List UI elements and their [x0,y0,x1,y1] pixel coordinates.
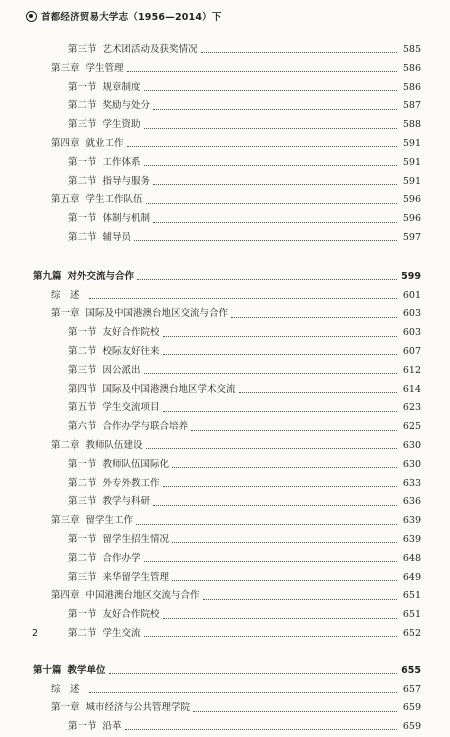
entry-level-label: 第六节 [68,421,97,433]
entry-title: 工作体系 [102,156,141,168]
entry-page-number: 586 [402,81,421,93]
dot-leader [146,202,397,204]
entry-level-label: 第三节 [68,496,97,508]
entry-title: 友好合作院校 [102,609,160,621]
entry-title: 教学单位 [67,664,106,676]
toc-group-part9 [0,268,450,644]
dot-leader [172,466,397,468]
entry-level-label: 第五节 [68,402,97,414]
dot-leader [201,51,397,53]
toc-entry-part [0,662,450,681]
entry-level-label: 第一节 [68,458,97,470]
toc-entry-chapter [0,305,450,324]
toc-entry-section [0,718,450,737]
entry-title: 教师队伍建设 [85,439,143,451]
dot-leader [239,391,397,393]
entry-page-number: 612 [402,364,421,376]
toc-entry-chapter [0,191,450,210]
entry-page-number: 596 [402,194,421,206]
entry-level-label: 第二节 [68,477,97,489]
entry-page-number: 607 [402,345,421,357]
dot-leader [153,221,397,223]
entry-level-label: 第二节 [68,627,97,639]
toc-entry-section [0,116,450,135]
entry-page-number: 591 [402,156,421,168]
entry-page-number: 591 [402,175,421,187]
entry-level-label: 第二节 [68,345,97,357]
toc-entry-overview [0,681,450,700]
dot-leader [193,710,397,712]
entry-title: 辅导员 [102,231,132,243]
toc-entry-section [0,381,450,400]
entry-level-label: 第二节 [68,231,97,243]
dot-leader [153,108,397,110]
dot-leader [191,429,397,431]
entry-page-number: 585 [402,44,421,55]
entry-level-label: 第三节 [68,119,97,131]
toc-group-part10 [0,662,450,737]
entry-page-number: 649 [402,571,421,583]
entry-title: 友好合作院校 [102,327,160,339]
dot-leader [136,523,397,525]
entry-level-label: 第二节 [68,100,97,112]
entry-page-number: 591 [402,137,421,149]
entry-level-label: 第一节 [68,156,97,168]
toc-entry-section [0,343,450,362]
entry-page-number: 603 [402,308,421,320]
entry-title: 合作办学与联合培养 [102,421,189,433]
entry-page-number: 625 [402,421,421,433]
entry-title: 就业工作 [85,137,124,149]
entry-level-label: 第一节 [68,721,97,733]
entry-level-label: 第四章 [51,590,80,602]
entry-page-number: 587 [402,100,421,112]
entry-level-label: 第一节 [68,81,97,93]
dot-leader [146,447,397,449]
entry-title: 城市经济与公共管理学院 [85,702,191,714]
entry-title: 教学与科研 [102,496,151,508]
entry-level-label: 第二节 [68,552,97,564]
entry-level-label: 第四节 [68,383,97,395]
entry-level-label: 第三节 [68,44,97,55]
toc-entry-section [0,418,450,437]
entry-page-number: 586 [402,62,421,74]
dot-leader [144,164,397,166]
dot-leader [134,239,397,241]
dot-leader [231,316,397,318]
entry-title: 校际友好往来 [102,345,160,357]
toc-entry-section [0,79,450,98]
entry-title: 留学生工作 [85,515,134,527]
toc-entry-section [0,173,450,192]
page-number: 2 [32,628,39,639]
dot-leader [163,485,397,487]
entry-level-label: 第一节 [68,533,97,545]
entry-page-number: 596 [402,213,421,225]
running-header [26,8,426,24]
dot-leader [89,691,397,693]
entry-page-number: 588 [402,119,421,131]
toc-entry-section [0,456,450,475]
group-spacer [0,644,450,662]
entry-page-number: 639 [402,533,421,545]
entry-page-number: 657 [402,683,421,695]
toc-entry-section [0,569,450,588]
entry-level-label: 第一章 [51,702,80,714]
dot-leader [153,183,397,185]
toc-entry-chapter [0,437,450,456]
toc-entry-chapter [0,135,450,154]
toc-entry-chapter [0,587,450,606]
group-spacer [0,248,450,268]
entry-page-number: 633 [402,477,421,489]
entry-level-label: 第二章 [51,439,80,451]
entry-level-label: 第十篇 [33,664,62,676]
dot-leader [172,541,397,543]
dot-leader [144,635,397,637]
dot-leader [203,598,397,600]
entry-title: 体制与机制 [102,213,151,225]
entry-title: 学生交流 [102,627,141,639]
toc-entry-section [0,550,450,569]
toc-entry-section [0,625,450,644]
toc-entry-section [0,493,450,512]
dot-leader [144,372,397,374]
entry-level-label: 第一节 [68,213,97,225]
table-of-contents [0,41,450,737]
entry-page-number: 659 [402,702,421,714]
entry-level-label: 第一章 [51,308,80,320]
entry-page-number: 614 [402,383,421,395]
toc-entry-section [0,531,450,550]
dot-leader [172,579,397,581]
toc-entry-section [0,41,450,60]
entry-level-label: 第九篇 [33,270,62,282]
toc-entry-chapter [0,60,450,79]
toc-entry-part [0,268,450,287]
dot-leader [163,617,397,619]
entry-level-label: 综 述 [51,683,80,695]
entry-title: 学生工作队伍 [85,194,143,206]
university-logo-icon [26,11,37,22]
entry-title: 沿革 [102,721,122,733]
dot-leader [153,504,397,506]
entry-title: 奖励与处分 [102,100,151,112]
header-title: 首都经济贸易大学志（1956—2014）下 [41,12,222,23]
toc-entry-section [0,362,450,381]
entry-title: 国际及中国港澳台地区学术交流 [102,383,236,395]
entry-title: 学生资助 [102,119,141,131]
entry-title: 因公派出 [102,364,141,376]
toc-group-part8-continued [0,41,450,248]
dot-leader [127,70,397,72]
entry-page-number: 636 [402,496,421,508]
entry-page-number: 639 [402,515,421,527]
entry-title: 外专外教工作 [102,477,160,489]
entry-level-label: 综 述 [51,289,80,301]
entry-page-number: 652 [402,627,421,639]
dot-leader [163,335,397,337]
entry-title: 指导与服务 [102,175,151,187]
toc-entry-section [0,606,450,625]
dot-leader [144,89,397,91]
entry-page-number: 659 [402,721,421,733]
toc-entry-overview [0,287,450,306]
toc-entry-section [0,210,450,229]
entry-page-number: 601 [402,289,421,301]
toc-entry-section [0,324,450,343]
entry-page-number: 655 [401,664,421,676]
entry-title: 国际及中国港澳台地区交流与合作 [85,308,229,320]
entry-title: 留学生招生情况 [102,533,170,545]
dot-leader [163,353,397,355]
dot-leader [137,278,397,280]
dot-leader [125,728,397,730]
entry-page-number: 651 [402,609,421,621]
dot-leader [163,410,397,412]
entry-level-label: 第三章 [51,62,80,74]
entry-page-number: 623 [402,402,421,414]
entry-title: 规章制度 [102,81,141,93]
entry-title: 对外交流与合作 [67,270,135,282]
entry-title: 合作办学 [102,552,141,564]
entry-page-number: 599 [401,270,421,282]
toc-entry-chapter [0,699,450,718]
dot-leader [127,145,397,147]
toc-entry-section [0,154,450,173]
entry-level-label: 第一节 [68,609,97,621]
entry-level-label: 第三节 [68,364,97,376]
dot-leader [144,560,397,562]
entry-level-label: 第三节 [68,571,97,583]
entry-title: 来华留学生管理 [102,571,170,583]
entry-page-number: 597 [402,231,421,243]
entry-page-number: 648 [402,552,421,564]
dot-leader [144,127,397,129]
entry-page-number: 630 [402,458,421,470]
toc-entry-section [0,229,450,248]
entry-level-label: 第五章 [51,194,80,206]
entry-page-number: 603 [402,327,421,339]
entry-title: 教师队伍国际化 [102,458,170,470]
entry-page-number: 630 [402,439,421,451]
entry-title: 艺术团活动及获奖情况 [102,44,198,55]
toc-entry-section [0,97,450,116]
entry-level-label: 第四章 [51,137,80,149]
entry-level-label: 第二节 [68,175,97,187]
entry-title: 学生交流项目 [102,402,160,414]
dot-leader [109,672,397,674]
toc-entry-chapter [0,512,450,531]
toc-entry-section [0,475,450,494]
entry-level-label: 第一节 [68,327,97,339]
dot-leader [89,297,397,299]
toc-entry-section [0,399,450,418]
entry-title: 学生管理 [85,62,124,74]
entry-page-number: 651 [402,590,421,602]
entry-title: 中国港澳台地区交流与合作 [85,590,200,602]
entry-level-label: 第三章 [51,515,80,527]
